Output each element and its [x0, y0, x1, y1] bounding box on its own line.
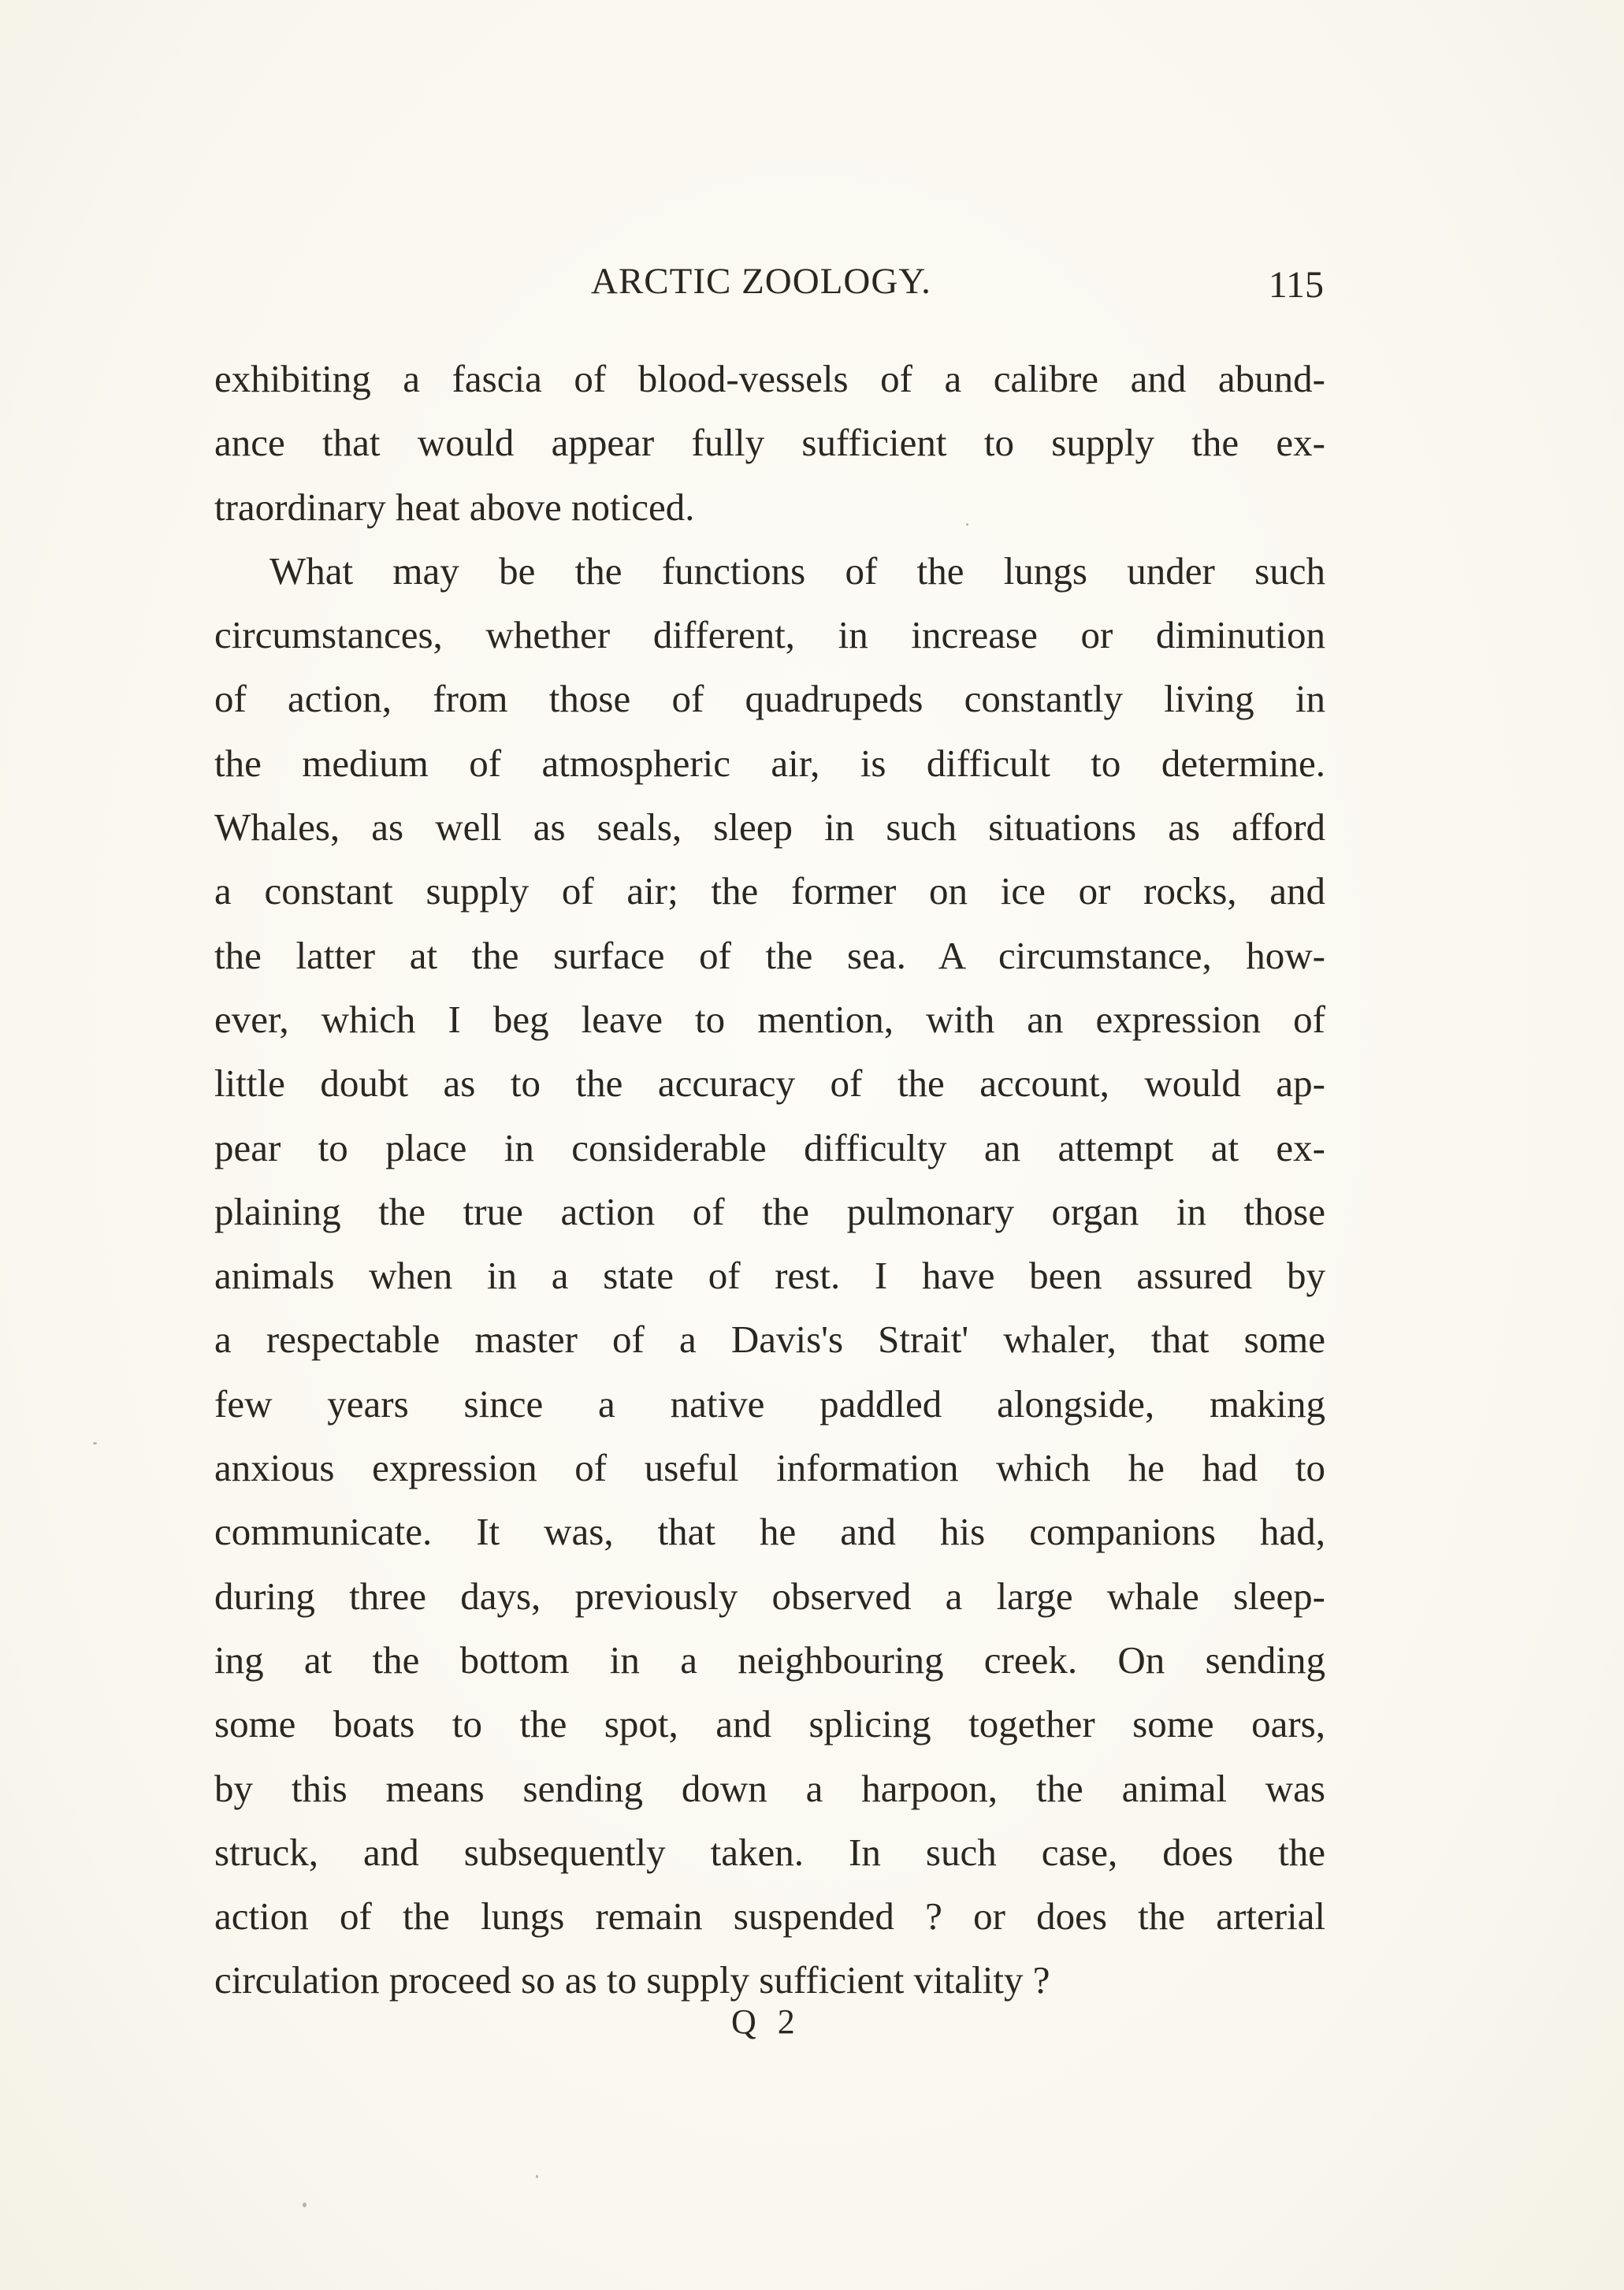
text-line: circulation proceed so as to supply sufficient vitality ? — [214, 1958, 1050, 2002]
paper-speck — [303, 2203, 307, 2207]
text-line: ever, which I beg leave to mention, with an expression of — [214, 997, 1325, 1041]
text-line: pear to place in considerable difficulty an attempt at ex- — [214, 1125, 1325, 1169]
text-line: few years since a native paddled alongside, making — [214, 1381, 1325, 1426]
text-line: communicate. It was, that he and his companions had, — [214, 1510, 1325, 1554]
text-line: during three days, previously observed a large whale sleep- — [214, 1574, 1325, 1618]
paper-speck — [536, 2175, 538, 2178]
text-line: the medium of atmospheric air, is difficult to determine. — [214, 741, 1325, 785]
text-line: little doubt as to the accuracy of the account, would ap- — [214, 1061, 1325, 1106]
text-line: plaining the true action of the pulmonary organ in those — [214, 1189, 1325, 1233]
text-line: anxious expression of useful information which he had to — [214, 1446, 1325, 1490]
text-line: ance that would appear fully sufficient to supply the ex- — [214, 421, 1325, 465]
paper-speck — [966, 523, 968, 526]
text-line: of action, from those of quadrupeds constantly living in — [214, 677, 1325, 721]
body-text — [214, 347, 1325, 2013]
text-line: Whales, as well as seals, sleep in such situations as afford — [214, 805, 1325, 849]
text-line: a respectable master of a Davis's Strait' whaler, that some — [214, 1318, 1325, 1362]
text-line: a constant supply of air; the former on ice or rocks, and — [214, 869, 1325, 913]
text-line: struck, and subsequently taken. In such case, does the — [214, 1830, 1325, 1874]
text-line: What may be the functions of the lungs under such — [269, 548, 1325, 593]
text-line: circumstances, whether different, in increase or diminution — [214, 613, 1325, 657]
page-number: 115 — [1268, 264, 1324, 306]
text-line: animals when in a state of rest. I have been assured by — [214, 1254, 1325, 1298]
text-line: ing at the bottom in a neighbouring creek. On sending — [214, 1638, 1325, 1682]
text-line: the latter at the surface of the sea. A circumstance, how- — [214, 933, 1325, 977]
text-line: exhibiting a fascia of blood-vessels of a calibre and abund- — [214, 357, 1325, 400]
running-head — [217, 260, 1324, 307]
paper-speck — [93, 1442, 97, 1444]
text-line: by this means sending down a harpoon, the animal was — [214, 1766, 1325, 1810]
text-line: some boats to the spot, and splicing together some oars, — [214, 1702, 1325, 1746]
text-line: traordinary heat above noticed. — [214, 485, 695, 529]
signature-mark: Q 2 — [731, 2002, 801, 2041]
running-title: ARCTIC ZOOLOGY. — [591, 261, 931, 302]
text-line: action of the lungs remain suspended ? or does the arterial — [214, 1894, 1325, 1939]
